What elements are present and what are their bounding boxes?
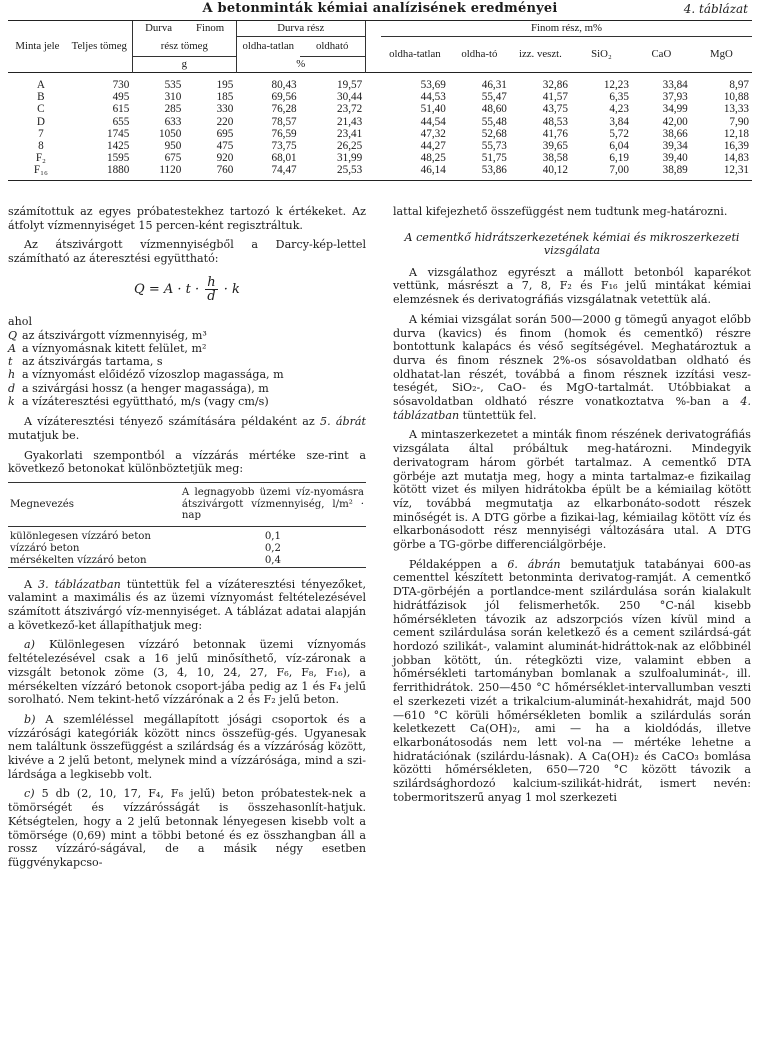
definition-symbol: Q (8, 328, 18, 342)
gap-cell (365, 73, 381, 92)
definition-text: a víznyomásnak kitett felület, m² (22, 341, 207, 355)
watertightness-table (8, 482, 366, 568)
table-cell: 33,84 (662, 79, 688, 91)
table-cell: 1050 (158, 127, 182, 140)
table-cell: 633 (164, 115, 182, 128)
table-cell: 74,47 (271, 164, 297, 177)
table-row (8, 116, 752, 128)
table-cell: 32,86 (542, 79, 568, 91)
table-cell: 6,19 (609, 152, 629, 165)
t3-col-value: A legnagyobb üzemi víz-nyomásra átszivárgott vízmennyiség, l/m² · nap (180, 483, 366, 527)
table-cell: 37,93 (662, 91, 688, 104)
table-cell: 46,14 (420, 164, 446, 177)
darcy-formula (8, 276, 366, 303)
paragraph: lattal kifejezhető összefüggést nem tudtunk meg-határozni. (393, 205, 728, 218)
table-cell: 195 (216, 79, 234, 91)
table-cell: 695 (216, 127, 234, 140)
table-cell: 44,54 (420, 115, 446, 128)
paragraph: Példaképpen a 6. ábrán bemutatjuk tatabányai 600-as cementtel készített betonminta derivatog-ramját. A cementkő DTA-görbéjén a portlandce-ment szilárdulása során kialakult hidrátfázisok jól felismerhetők. 250 °C-nál kisebb hőmérsékleten távozik az adszorpciós vízen kívül mind a cement szilárdulása során keletkező és a cement szilárdsá-gát hordozó szilikát-, valamint aluminát-hidráttok-nak az előbbinél jobban kötött, ún. rétegközti vize, valamint ebben a hőmérsékleti tartományban bomlanak a szulfoaluminát-, ill. ferrithidrátok. 250—450 °C hőmérséklet-intervallumban veszti el szerkezeti vizét a trikalcium-aluminát-hexahidrát, majd 500—610 °C körüli hőmérsékleten bomlik a szilárdulás során keletkezett Ca(OH)₂, ami — ha a kioldódás, illetve elkarbonátosodás nem lett vol-na — mértéke lehetne a hidratációnak (szilárdu-lásnak). A Ca(OH)₂ és CaCO₃ bomlása közötti hőmérsékleten, 650—720 °C között távozik a szilárdsághordozó kalcium-szilikát-hidrát, ismert nevén: tobermoritszerű anyag 1 mol szerkezeti (393, 557, 751, 804)
table-cell: 495 (112, 91, 130, 104)
table-cell: 7,00 (609, 164, 629, 177)
table-cell: 475 (216, 140, 234, 153)
row-code: 7 (38, 127, 44, 140)
table-cell: 38,66 (662, 127, 688, 140)
col-finom: Finom (195, 22, 225, 35)
definition-text: a víznyomást előidéző vízoszlop magassága, m (22, 368, 284, 382)
table-cell: 730 (112, 79, 130, 91)
definition-text: az átszivárgás tartama, s (22, 355, 163, 369)
table-cell: 655 (112, 115, 130, 128)
table-cell: 47,32 (420, 127, 446, 140)
table-cell: 330 (216, 103, 234, 116)
symbol-definitions (8, 329, 366, 409)
table-cell: 68,01 (271, 152, 297, 165)
formula-fraction (205, 276, 217, 303)
table-cell: 55,73 (481, 140, 507, 153)
paragraph: Gyakorlati szempontból a vízzárás mértéke sze-rint a következő betonokat különböztetjük meg: (8, 448, 366, 476)
table-cell: 46,31 (481, 79, 507, 91)
col-mgo: MgO (709, 48, 733, 60)
table-cell: 30,44 (337, 91, 363, 104)
col-oldhato: oldható (300, 37, 366, 57)
t3-col-name: Megnevezés (8, 483, 180, 527)
definition-symbol: t (8, 355, 13, 369)
table-ref: 4. táblázatban (393, 395, 751, 422)
paragraph: A kémiai vizsgálat során 500—2000 g tömegű anyagot előbb durva (kavics) és finom (homok és cementkő) részre bontottunk kalapács és véső segítségével. Meghatároztuk a durva és finom résznek 2%-os sósavoldatban oldható és oldhatat-lan részét, továbbá a finom résznek izzítási vesz-teségét, SiO₂-, CaO- és MgO-tartalmát. Utóbbiakat a sósavoldatban oldható részre vonatkoztatva %-ban a 4. táblázatban tüntettük fel. (393, 312, 751, 422)
table-cell: 615 (112, 103, 130, 116)
right-column (393, 205, 751, 810)
definition-symbol: d (8, 381, 16, 395)
gap-cell (365, 140, 381, 152)
table-cell: 5,72 (609, 127, 629, 140)
col-durva: Durva (132, 21, 184, 37)
paragraph: c) 5 db (2, 10, 17, F₄, F₈ jelű) beton próbatestek-nek a tömörségét és vízzárósságát is összehasonlít-hatjuk. Kétségtelen, hogy a 2 jelű betonnak lényegesen kisebb volt a tömörsége (0,69) mint a többi betoné és ez összhangban áll a rossz vízzáró-ságával, de a másik négy esetben függvénykapcso- (8, 787, 366, 869)
definition-text: az átszivárgott vízmennyiség, m³ (22, 328, 207, 342)
formula-lhs: Q = A · t · (134, 281, 200, 297)
figure-ref: 6. ábrán (507, 557, 561, 571)
table-cell: 10,88 (723, 91, 749, 104)
definition-symbol: A (8, 341, 17, 355)
table-cell: 3,84 (609, 115, 629, 128)
table-cell: 40,12 (542, 164, 568, 177)
table-cell: 34,99 (662, 103, 688, 116)
row-code: 8 (38, 140, 44, 153)
figure-ref: 5. ábrát (320, 415, 366, 429)
table-cell: 53,69 (420, 79, 446, 91)
table-cell: 42,00 (662, 115, 688, 128)
col-oldhatatlan: oldha-tatlan (236, 37, 299, 57)
definition-item (8, 395, 366, 408)
table-cell: 1425 (106, 140, 130, 153)
definition-item (8, 368, 366, 381)
table-cell: 51,75 (481, 152, 507, 165)
permeability-value: 0,4 (264, 554, 282, 566)
table-cell: 38,89 (662, 164, 688, 177)
table-cell: 48,25 (420, 152, 446, 165)
table-cell: 950 (164, 140, 182, 153)
analysis-table-body (8, 73, 752, 181)
table-cell: 26,25 (337, 140, 363, 153)
concrete-category: mérsékelten vízzáró beton (10, 554, 147, 566)
definition-text: a vízáteresztési együttható, m/s (vagy cm/s) (22, 395, 269, 408)
table-cell: 44,27 (420, 140, 446, 153)
col-resz-tomeg: rész tömeg (132, 37, 236, 57)
col-sio2: SiO₂ (591, 48, 612, 60)
table-row (8, 73, 752, 92)
table-cell: 43,75 (542, 103, 568, 116)
definition-item (8, 382, 366, 395)
col-gap (365, 21, 381, 73)
table-cell: 1880 (106, 164, 130, 177)
definition-item (8, 342, 366, 355)
table-row (8, 91, 752, 103)
gap-cell (365, 116, 381, 128)
table-cell: 80,43 (271, 79, 297, 91)
formula-rhs: · k (223, 281, 240, 297)
table-cell: 31,99 (337, 152, 363, 165)
table-cell: 675 (164, 152, 182, 165)
col-cao: CaO (651, 48, 672, 60)
paragraph: A vízáteresztési tényező számítására példaként az 5. ábrát mutatjuk be. (8, 415, 366, 442)
row-code: D (36, 115, 45, 128)
table-cell: 55,48 (481, 115, 507, 128)
ahol-label: ahol (8, 314, 32, 328)
gap-cell (365, 103, 381, 115)
definition-item (8, 329, 366, 342)
col-unit-g: g (132, 57, 236, 73)
gap-cell (365, 152, 381, 164)
gap-cell (365, 91, 381, 103)
permeability-value: 0,2 (264, 542, 282, 554)
table-cell: 23,41 (337, 127, 363, 140)
col-durva-resz: Durva rész (236, 21, 365, 37)
table-cell: 12,18 (723, 127, 749, 140)
row-code: B (37, 91, 45, 104)
table-cell: 21,43 (337, 115, 363, 128)
table-cell: 48,53 (542, 115, 568, 128)
paragraph: b) A szemléléssel megállapított jósági csoportok és a vízzárósági kategóriák között nincs összefüg-gés. Ugyanesak nem találtunk összefüggést a szilárdság és a vízzáróság között, kivéve a 2 jelű betont, melynek mind a vízzárósága, mind a szi-lárdsága a legkisebb volt. (8, 712, 366, 781)
table-number: 4. táblázat (683, 2, 748, 16)
table-cell: 19,57 (337, 79, 363, 91)
table-cell: 53,86 (481, 164, 507, 177)
table-cell: 76,28 (271, 103, 297, 116)
col-f-oldhato: oldha-tó (461, 48, 498, 60)
table-cell: 14,83 (723, 152, 749, 165)
table-cell: 6,04 (609, 140, 629, 153)
table-row (8, 103, 752, 115)
table-cell: 41,57 (542, 91, 568, 104)
paragraph: A 3. táblázatban tüntettük fel a vízáteresztési tényezőket, valamint a maximális és az üzemi víznyomást feltételezésével számított átszivárgó víz-mennyiséget. A táblázat adatai alapján a következő-ket állapíthatjuk meg: (8, 577, 366, 632)
table-cell: 41,76 (542, 127, 568, 140)
paragraph: A mintaszerkezetet a minták finom részének derivatográfiás vizsgálata által próbáltuk meg-határozni. Mindegyik derivatogram három görbét tartalmaz. A cementkő DTA görbéje azt mutatja meg, hogy a minta tartalmaz-e fizikailag kötött vizet és milyen hidrátokba épült be a kémiailag kötött víz, továbbá megmutatja az elkarbonáto-sodott részek minőségét is. A DTG görbe a fizikai-lag, kémiailag kötött víz és elkarbonásodott rész mennyiségi változására utal. A DTG görbe a TG-görbe differenciálgörbéje. (393, 428, 751, 552)
table-cell: 6,35 (609, 91, 629, 104)
table-cell: 12,23 (603, 79, 629, 91)
table-row (8, 555, 366, 568)
table-cell: 39,40 (662, 152, 688, 165)
paragraph: Az átszivárgott vízmennyiségből a Darcy-kép-lettel számítható az áteresztési együttható: (8, 238, 366, 266)
table-cell: 12,31 (723, 164, 749, 177)
table-cell: 8,97 (729, 79, 749, 91)
permeability-value: 0,1 (264, 530, 282, 542)
table-row (8, 543, 366, 555)
table-cell: 535 (164, 79, 182, 91)
table-cell: 4,23 (609, 103, 629, 116)
col-unit-pct: % (236, 57, 365, 73)
table-row (8, 128, 752, 140)
table-cell: 285 (164, 103, 182, 116)
left-column (8, 205, 366, 876)
row-code: F₂ (35, 152, 46, 165)
section-heading: A cementkő hidrátszerkezetének kémiai és mikroszerkezeti vizsgálata (404, 230, 740, 258)
table-cell: 51,40 (420, 103, 446, 116)
table-cell: 1745 (106, 127, 130, 140)
table-cell: 44,53 (420, 91, 446, 104)
definition-item (8, 355, 366, 368)
table-cell: 1120 (159, 164, 182, 177)
analysis-table (8, 21, 752, 181)
col-finom-resz: Finom rész, m% (381, 21, 752, 37)
table-cell: 185 (216, 91, 234, 104)
row-code: F₁₆ (33, 164, 48, 177)
table-cell: 55,47 (481, 91, 507, 104)
table-cell: 73,75 (271, 140, 297, 153)
page (8, 0, 752, 1055)
table-cell: 760 (216, 164, 234, 177)
formula-numerator: h (207, 274, 216, 290)
table-cell: 920 (216, 152, 234, 165)
formula-denominator: d (207, 288, 216, 304)
concrete-category: vízzáró beton (10, 542, 80, 554)
row-code: C (37, 103, 45, 116)
gap-cell (365, 128, 381, 140)
table-row (8, 164, 752, 180)
table-row (8, 140, 752, 152)
col-minta: Minta jele (15, 40, 60, 52)
table-cell: 310 (164, 91, 182, 104)
table-cell: 1595 (106, 152, 130, 165)
definition-symbol: k (8, 395, 15, 408)
table-header (8, 0, 752, 21)
table-cell: 78,57 (271, 115, 297, 128)
table-cell: 7,90 (729, 115, 749, 128)
table-cell: 48,60 (481, 103, 507, 116)
table-cell: 39,34 (662, 140, 688, 153)
table-cell: 39,65 (542, 140, 568, 153)
table-cell: 52,68 (481, 127, 507, 140)
table-row (8, 526, 366, 543)
row-code: A (36, 79, 45, 91)
table-cell: 13,33 (723, 103, 749, 116)
table-cell: 23,72 (337, 103, 363, 116)
table-title: A betonminták kémiai analízisének eredményei (202, 1, 558, 16)
col-izz: izz. veszt. (518, 48, 562, 60)
table-cell: 16,39 (723, 140, 749, 153)
paragraph: a) Különlegesen vízzáró betonnak üzemi víznyomás feltételezésével csak a 16 jelű minősíthető, víz-záronak a vizsgált betonok zöme (3, 4, 10, 24, 27, F₆, F₈, F₁₆), a mérsékelten vízzáró betonok csoport-jába pedig az 1 és F₄ jelű sorolható. Nem tekint-hető vízzárónak a 2 és F₂ jelű beton. (8, 638, 366, 707)
table-cell: 25,53 (337, 164, 363, 177)
paragraph: számítottuk az egyes próbatestekhez tartozó k értékeket. Az átfolyt vízmennyiséget 15 percen-ként regisztráltuk. (8, 205, 366, 232)
gap-cell (365, 164, 381, 180)
paragraph: A vizsgálathoz egyrészt a mállott betonból kaparékot vettünk, másrészt a 7, 8, F₂ és F₁₆ jelű mintákat kémiai elemzésnek és derivatográfiás vizsgálatnak vetettük alá. (393, 265, 751, 307)
table-cell: 220 (216, 115, 234, 128)
table-cell: 69,56 (271, 91, 297, 104)
col-f-oldhatatlan: oldha-tatlan (389, 48, 441, 60)
table-ref: 3. táblázatban (38, 577, 121, 591)
concrete-category: különlegesen vízzáró beton (10, 530, 151, 542)
table-row (8, 152, 752, 164)
definition-symbol: h (8, 368, 16, 382)
table-cell: 76,59 (271, 127, 297, 140)
col-teljes: Teljes tömeg (71, 40, 127, 52)
definition-text: a szivárgási hossz (a henger magassága), m (22, 381, 269, 395)
table-cell: 38,58 (542, 152, 568, 165)
